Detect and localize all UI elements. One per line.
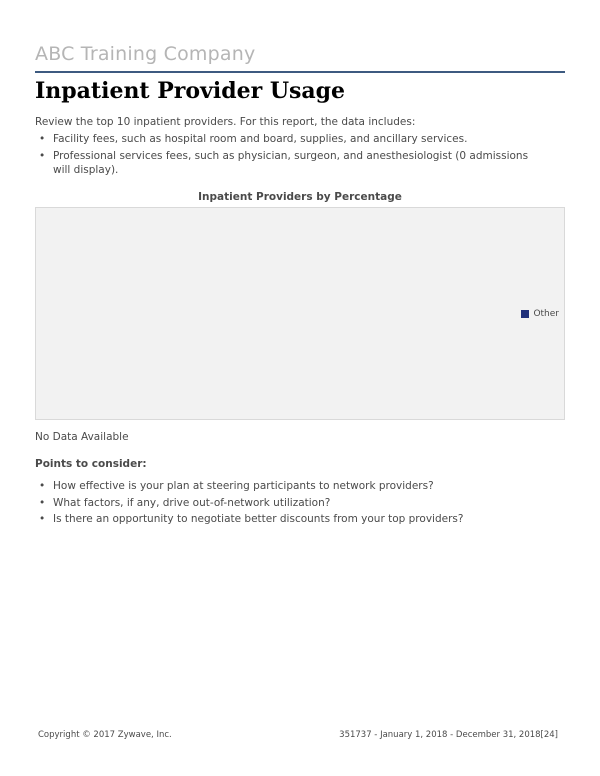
list-item [35,512,555,526]
bullet-icon: • [39,150,46,162]
header-divider [35,71,565,73]
no-data-message: No Data Available [35,431,129,443]
chart-title: Inpatient Providers by Percentage [198,191,402,203]
list-item-text: How effective is your plan at steering participants to network providers? [53,480,434,492]
legend-swatch-other [521,310,529,318]
list-item-text: Is there an opportunity to negotiate better discounts from your top providers? [53,513,464,525]
chart-legend [521,309,559,319]
list-item [35,496,555,510]
bullet-icon: • [39,480,46,492]
list-item-text: What factors, if any, drive out-of-network utilization? [53,496,331,509]
list-item-text: Facility fees, such as hospital room and board, supplies, and ancillary services. [53,133,468,145]
legend-label-other: Other [533,309,559,319]
bullet-icon: • [39,513,46,525]
chart-area [35,207,565,420]
bullet-icon: • [39,496,46,509]
intro-bullet-list [35,132,535,180]
bullet-icon: • [39,133,46,145]
points-heading: Points to consider: [35,458,147,470]
points-list [35,479,555,529]
list-item [35,479,555,493]
list-item [35,149,535,177]
company-name: ABC Training Company [35,43,256,65]
list-item [35,132,535,146]
list-item-text: Professional services fees, such as physician, surgeon, and anesthesiologist (0 admissions will display). [53,150,529,176]
page-title: Inpatient Provider Usage [35,78,346,104]
footer-copyright: Copyright © 2017 Zywave, Inc. [38,730,172,740]
intro-text: Review the top 10 inpatient providers. For this report, the data includes: [35,116,416,128]
footer-report-info: 351737 - January 1, 2018 - December 31, 2018[24] [339,730,558,740]
